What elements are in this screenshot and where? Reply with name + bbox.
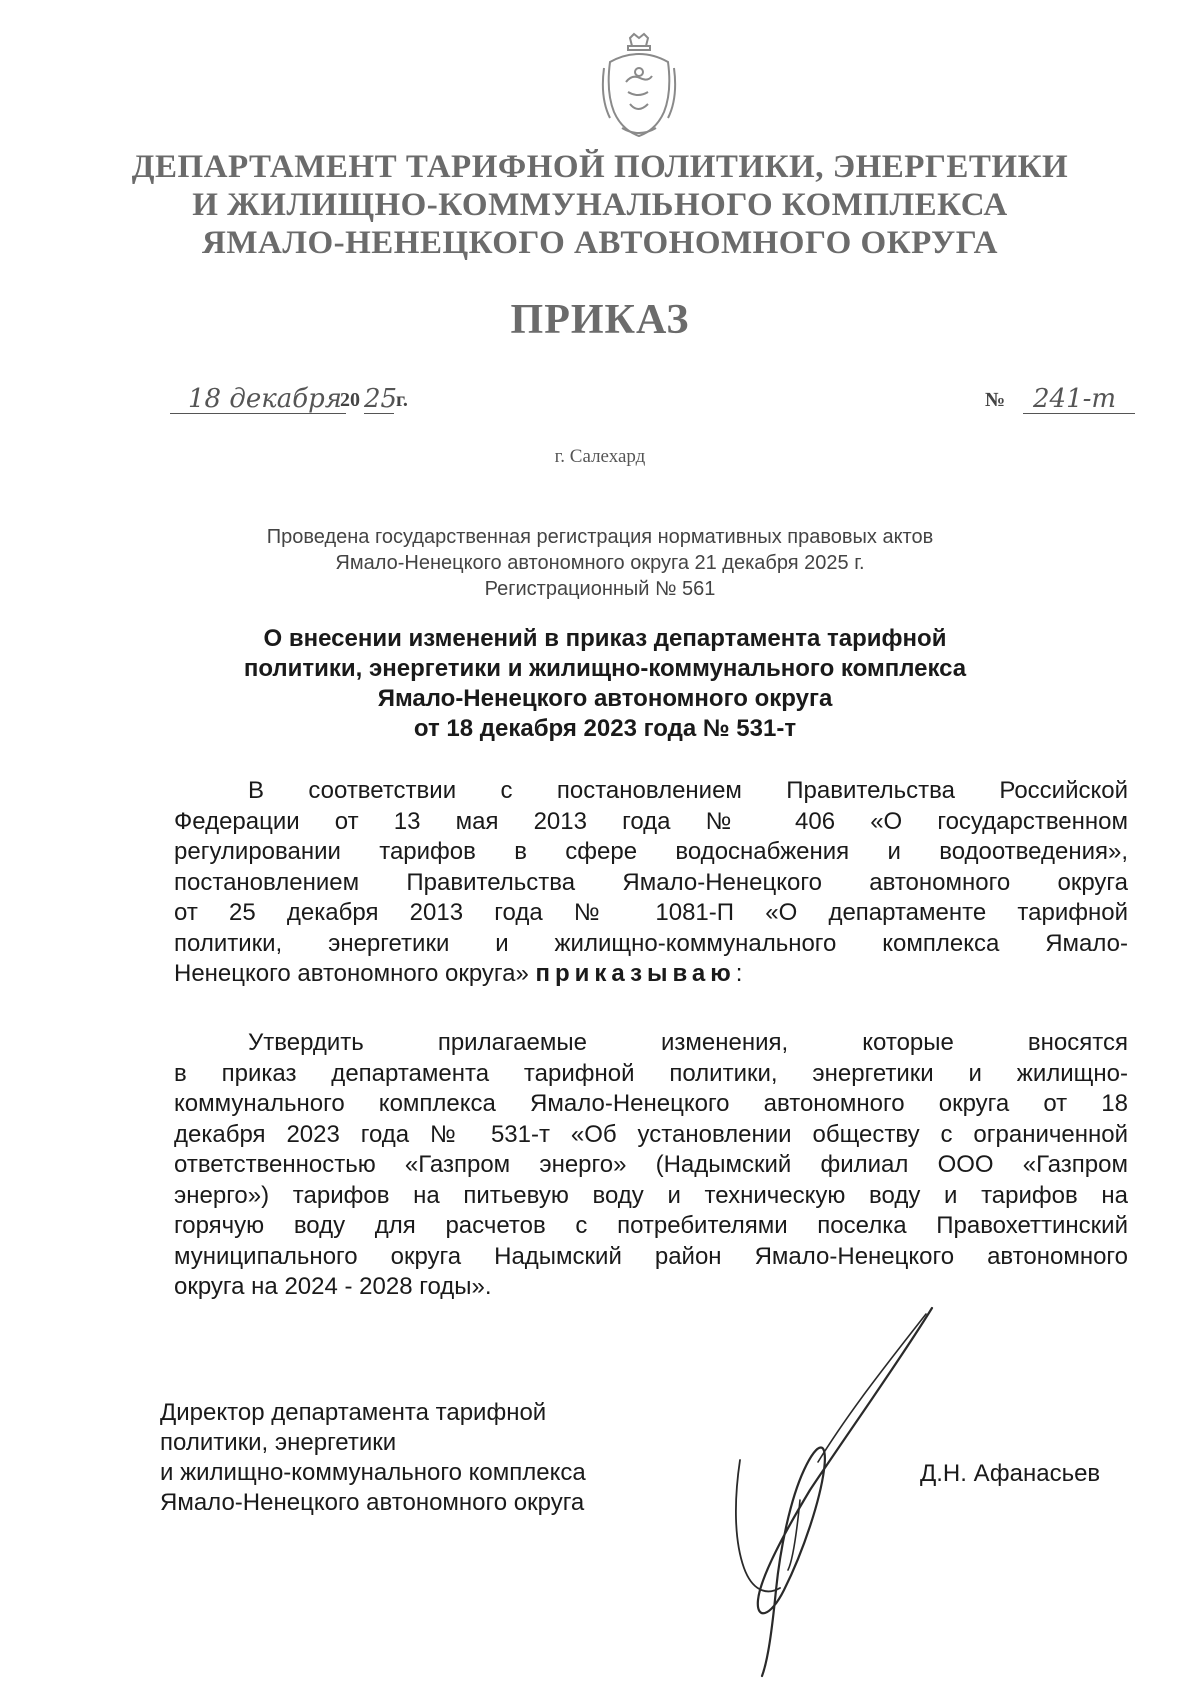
handwritten-year: 25 [364,384,398,414]
number-label: № [985,389,1006,411]
agency-line: ДЕПАРТАМЕНТ ТАРИФНОЙ ПОЛИТИКИ, ЭНЕРГЕТИКИ [131,149,1069,185]
paragraph-line: ответственностью «Газпром энерго» (Надымский филиал ООО «Газпром [174,1151,1128,1178]
paragraph-line: декабря 2023 года № 531-т «Об установлении обществу с ограниченной [174,1120,1128,1148]
signatory-line: Директор департамента тарифной [160,1399,547,1426]
handwritten-day-month: 18 декабря [188,384,342,414]
agency-line: И ЖИЛИЩНО-КОММУНАЛЬНОГО КОМПЛЕКСА [192,187,1008,223]
signatory-line: Ямало-Ненецкого автономного округа [160,1489,585,1516]
registration-line: Ямало-Ненецкого автономного округа 21 декабря 2025 г. [335,552,865,574]
paragraph-line: округа на 2024 - 2028 годы». [174,1273,492,1300]
paragraph-line: Федерации от 13 мая 2013 года № 406 «О государственном [174,807,1128,835]
paragraph-line: постановлением Правительства Ямало-Ненецкого автономного округа [174,868,1128,896]
paragraph-line: горячую воду для расчетов с потребителями поселка Правохеттинский [174,1212,1128,1239]
agency-line: ЯМАЛО-НЕНЕЦКОГО АВТОНОМНОГО ОКРУГА [202,225,998,261]
paragraph-line: коммунального комплекса Ямало-Ненецкого автономного округа от 18 [174,1090,1128,1117]
signer-name: Д.Н. Афанасьев [920,1460,1101,1487]
registration-line: Регистрационный № 561 [484,578,716,600]
order-subject [180,624,1030,744]
preamble-paragraph [174,776,1128,990]
subject-line: политики, энергетики и жилищно-коммунального комплекса [243,655,967,682]
signatory-title [160,1398,720,1518]
signatory-line: политики, энергетики [160,1429,397,1456]
paragraph-text: Ненецкого автономного округа» [174,960,529,987]
city: г. Салехард [554,446,646,467]
signatory-line: и жилищно-коммунального комплекса [160,1459,586,1486]
paragraph-line: от 25 декабря 2013 года № 1081-П «О департаменте тарифной [174,899,1128,926]
paragraph-line: регулировании тарифов в сфере водоснабжения и водоотведения», [174,838,1128,865]
order-date [170,382,440,422]
subject-line: О внесении изменений в приказ департамента тарифной [263,625,947,652]
coat-of-arms-icon [600,32,678,140]
resolution-paragraph [174,1028,1128,1303]
subject-line: от 18 декабря 2023 года № 531-т [413,715,797,742]
registration-note [200,524,1000,602]
order-number [985,382,1135,422]
agency-heading [100,148,1100,262]
registration-line: Проведена государственная регистрация нормативных правовых актов [266,526,934,548]
paragraph-line: Утвердить прилагаемые изменения, которые вносятся [248,1029,1128,1056]
paragraph-line: в приказ департамента тарифной политики, энергетики и жилищно- [174,1059,1128,1087]
handwritten-signature-icon [700,1300,960,1680]
year-prefix: 20 [340,389,360,411]
document-type-title: ПРИКАЗ [510,297,690,343]
handwritten-number: 241-т [1033,384,1117,414]
paragraph-last-line [174,959,1128,990]
year-suffix: г. [396,389,408,411]
paragraph-line: В соответствии с постановлением Правительства Российской [248,777,1128,804]
paragraph-line: муниципального округа Надымский район Ямало-Ненецкого автономного [174,1242,1128,1270]
subject-line: Ямало-Ненецкого автономного округа [377,685,833,712]
paragraph-line: энерго») тарифов на питьевую воду и техническую воду и тарифов на [174,1181,1128,1209]
paragraph-punctuation: : [735,960,743,987]
paragraph-line: политики, энергетики и жилищно-коммунального комплекса Ямало- [174,929,1128,957]
order-emphasis: приказываю [535,960,736,987]
